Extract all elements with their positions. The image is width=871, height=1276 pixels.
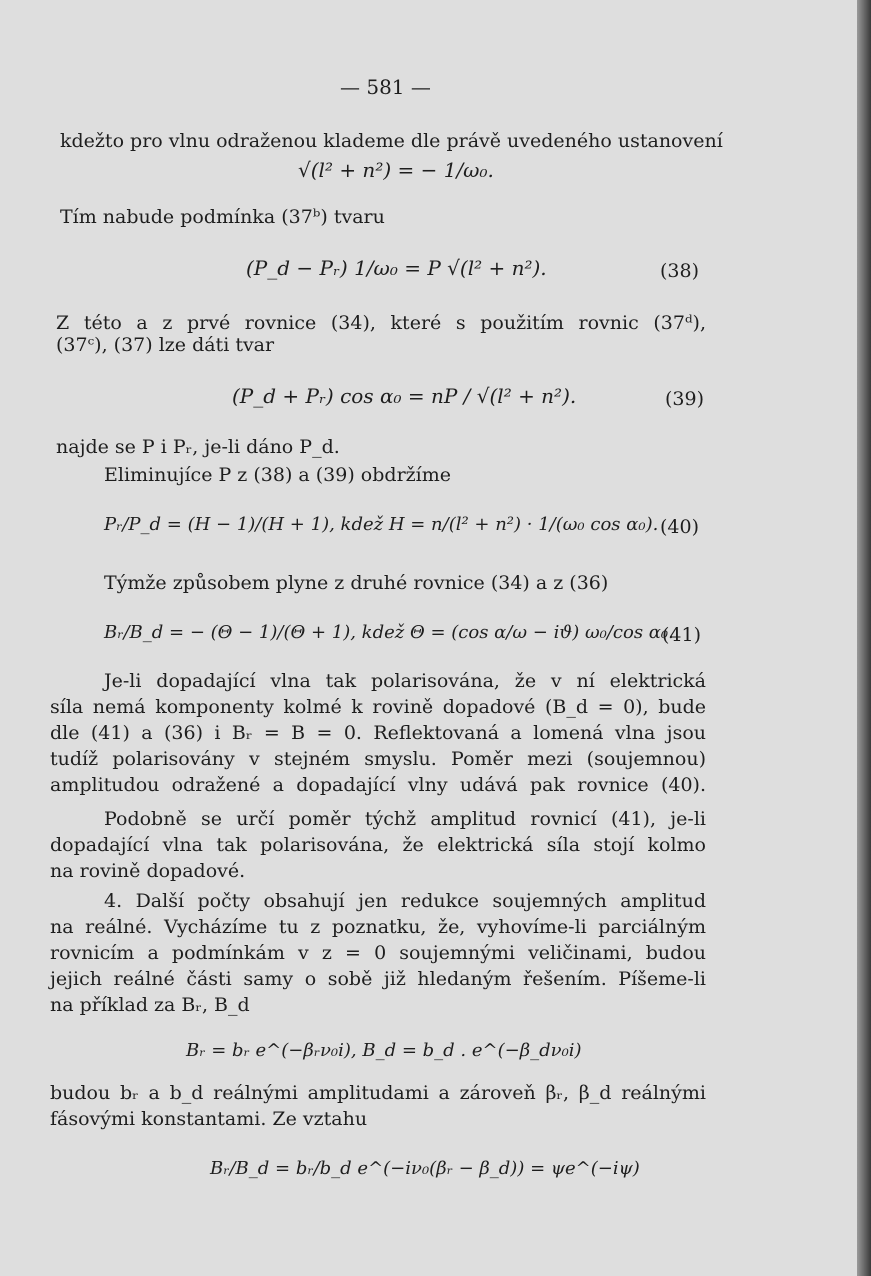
paragraph-line: Je-li dopadající vlna tak polarisována, že v ní elektrická: [104, 670, 706, 692]
equation-41: Bᵣ/B_d = − (Θ − 1)/(Θ + 1), kdež Θ = (cos α/ω − iϑ) ω₀/cos α₀.: [104, 622, 674, 643]
page-number: — 581 —: [340, 75, 431, 99]
equation-40: Pᵣ/P_d = (H − 1)/(H + 1), kdež H = n/(l² + n²) · 1/(ω₀ cos α₀).: [104, 514, 659, 535]
equation-number-39: (39): [665, 388, 705, 410]
equation-number-41: (41): [662, 624, 702, 646]
equation-39: (P_d + Pᵣ) cos α₀ = nP / √(l² + n²).: [232, 384, 577, 408]
paragraph-line: tudíž polarisovány v stejném smyslu. Poměr mezi (soujemnou): [50, 748, 706, 770]
text-line: Z této a z prvé rovnice (34), které s použitím rovnic (37ᵈ),: [56, 312, 706, 334]
text-line: Týmže způsobem plyne z druhé rovnice (34) a z (36): [104, 572, 609, 594]
text-line: Eliminujíce P z (38) a (39) obdržíme: [104, 464, 452, 486]
paragraph-line: na příklad za Bᵣ, B_d: [50, 994, 250, 1016]
paragraph-line: Podobně se určí poměr týchž amplitud rovnicí (41), je-li: [104, 808, 706, 830]
paragraph-line: dopadající vlna tak polarisována, že elektrická síla stojí kolmo: [50, 834, 706, 856]
paragraph-line: fásovými konstantami. Ze vztahu: [50, 1108, 368, 1130]
paragraph-line: jejich reálné části samy o sobě již hledaným řešením. Píšeme-li: [50, 968, 706, 990]
equation-b-definition: Bᵣ = bᵣ e^(−βᵣν₀i), B_d = b_d . e^(−β_dν₀i): [186, 1040, 582, 1061]
equation-sqrt-omega: [298, 158, 494, 182]
text-line: najde se P i Pᵣ, je-li dáno P_d.: [56, 436, 340, 458]
text-line: kdežto pro vlnu odraženou klademe dle právě uvedeného ustanovení: [60, 130, 723, 152]
equation-text: √(l² + n²) = − 1/ω₀.: [298, 158, 494, 182]
equation-number-38: (38): [660, 260, 700, 282]
equation-ratio: Bᵣ/B_d = bᵣ/b_d e^(−iν₀(βᵣ − β_d)) = ψe^(−iψ): [210, 1158, 640, 1179]
text-line: (37ᶜ), (37) lze dáti tvar: [56, 334, 275, 356]
paragraph-line: na rovině dopadové.: [50, 860, 246, 882]
paragraph-line: rovnicím a podmínkám v z = 0 soujemnými veličinami, budou: [50, 942, 706, 964]
text-line: Tím nabude podmínka (37ᵇ) tvaru: [60, 206, 385, 228]
equation-number-40: (40): [660, 516, 700, 538]
page-edge: [857, 0, 871, 1276]
paragraph-line: dle (41) a (36) i Bᵣ = B = 0. Reflektovaná a lomená vlna jsou: [50, 722, 706, 744]
paragraph-line: budou bᵣ a b_d reálnými amplitudami a zároveň βᵣ, β_d reálnými: [50, 1082, 706, 1104]
paragraph-line: síla nemá komponenty kolmé k rovině dopadové (B_d = 0), bude: [50, 696, 706, 718]
paragraph-line: 4. Další počty obsahují jen redukce soujemných amplitud: [104, 890, 706, 912]
equation-38: (P_d − Pᵣ) 1/ω₀ = P √(l² + n²).: [246, 256, 547, 280]
paragraph-line: amplitudou odražené a dopadající vlny udává pak rovnice (40).: [50, 774, 706, 796]
paragraph-line: na reálné. Vycházíme tu z poznatku, že, vyhovíme-li parciálným: [50, 916, 706, 938]
